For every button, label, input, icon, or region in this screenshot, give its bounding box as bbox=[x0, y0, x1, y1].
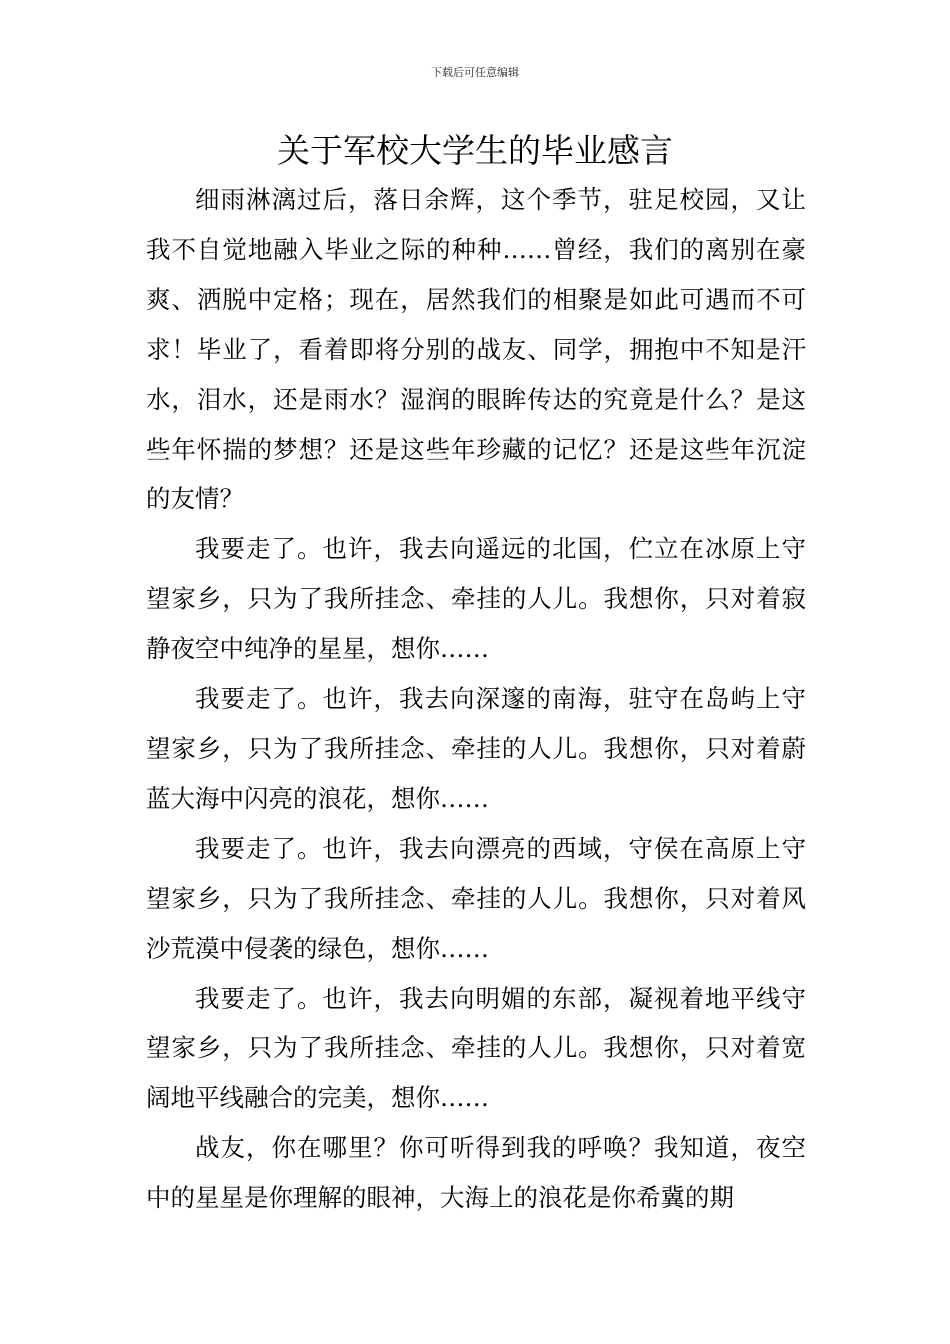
paragraph-2: 我要走了。也许，我去向遥远的北国，伫立在冰原上守望家乡，只为了我所挂念、牵挂的人儿。我想你，只对着寂静夜空中纯净的星星，想你…… bbox=[146, 534, 806, 664]
paragraph-1: 细雨淋漓过后，落日余辉，这个季节，驻足校园，又让我不自觉地融入毕业之际的种种……曾经，我们的离别在豪爽、洒脱中定格；现在，居然我们的相聚是如此可遇而不可求！毕业了，看着即将分别的战友、同学，拥抱中不知是汗水，泪水，还是雨水？湿润的眼眸传达的究竟是什么？是这些年怀揣的梦想？还是这些年珍藏的记忆？还是这些年沉淀的友情？ bbox=[146, 185, 806, 514]
header-note: 下载后可任意编辑 bbox=[431, 66, 519, 79]
document-title: 关于军校大学生的毕业感言 bbox=[277, 131, 673, 170]
paragraph-6: 战友，你在哪里？你可听得到我的呼唤？我知道，夜空中的星星是你理解的眼神，大海上的浪花是你希冀的期 bbox=[146, 1133, 806, 1213]
document-body bbox=[146, 175, 806, 1223]
paragraph-5: 我要走了。也许，我去向明媚的东部，凝视着地平线守望家乡，只为了我所挂念、牵挂的人儿。我想你，只对着宽阔地平线融合的完美，想你…… bbox=[146, 983, 806, 1113]
paragraph-3: 我要走了。也许，我去向深邃的南海，驻守在岛屿上守望家乡，只为了我所挂念、牵挂的人儿。我想你，只对着蔚蓝大海中闪亮的浪花，想你…… bbox=[146, 684, 806, 813]
paragraph-4: 我要走了。也许，我去向漂亮的西域，守侯在高原上守望家乡，只为了我所挂念、牵挂的人儿。我想你，只对着风沙荒漠中侵袭的绿色，想你…… bbox=[146, 833, 806, 963]
